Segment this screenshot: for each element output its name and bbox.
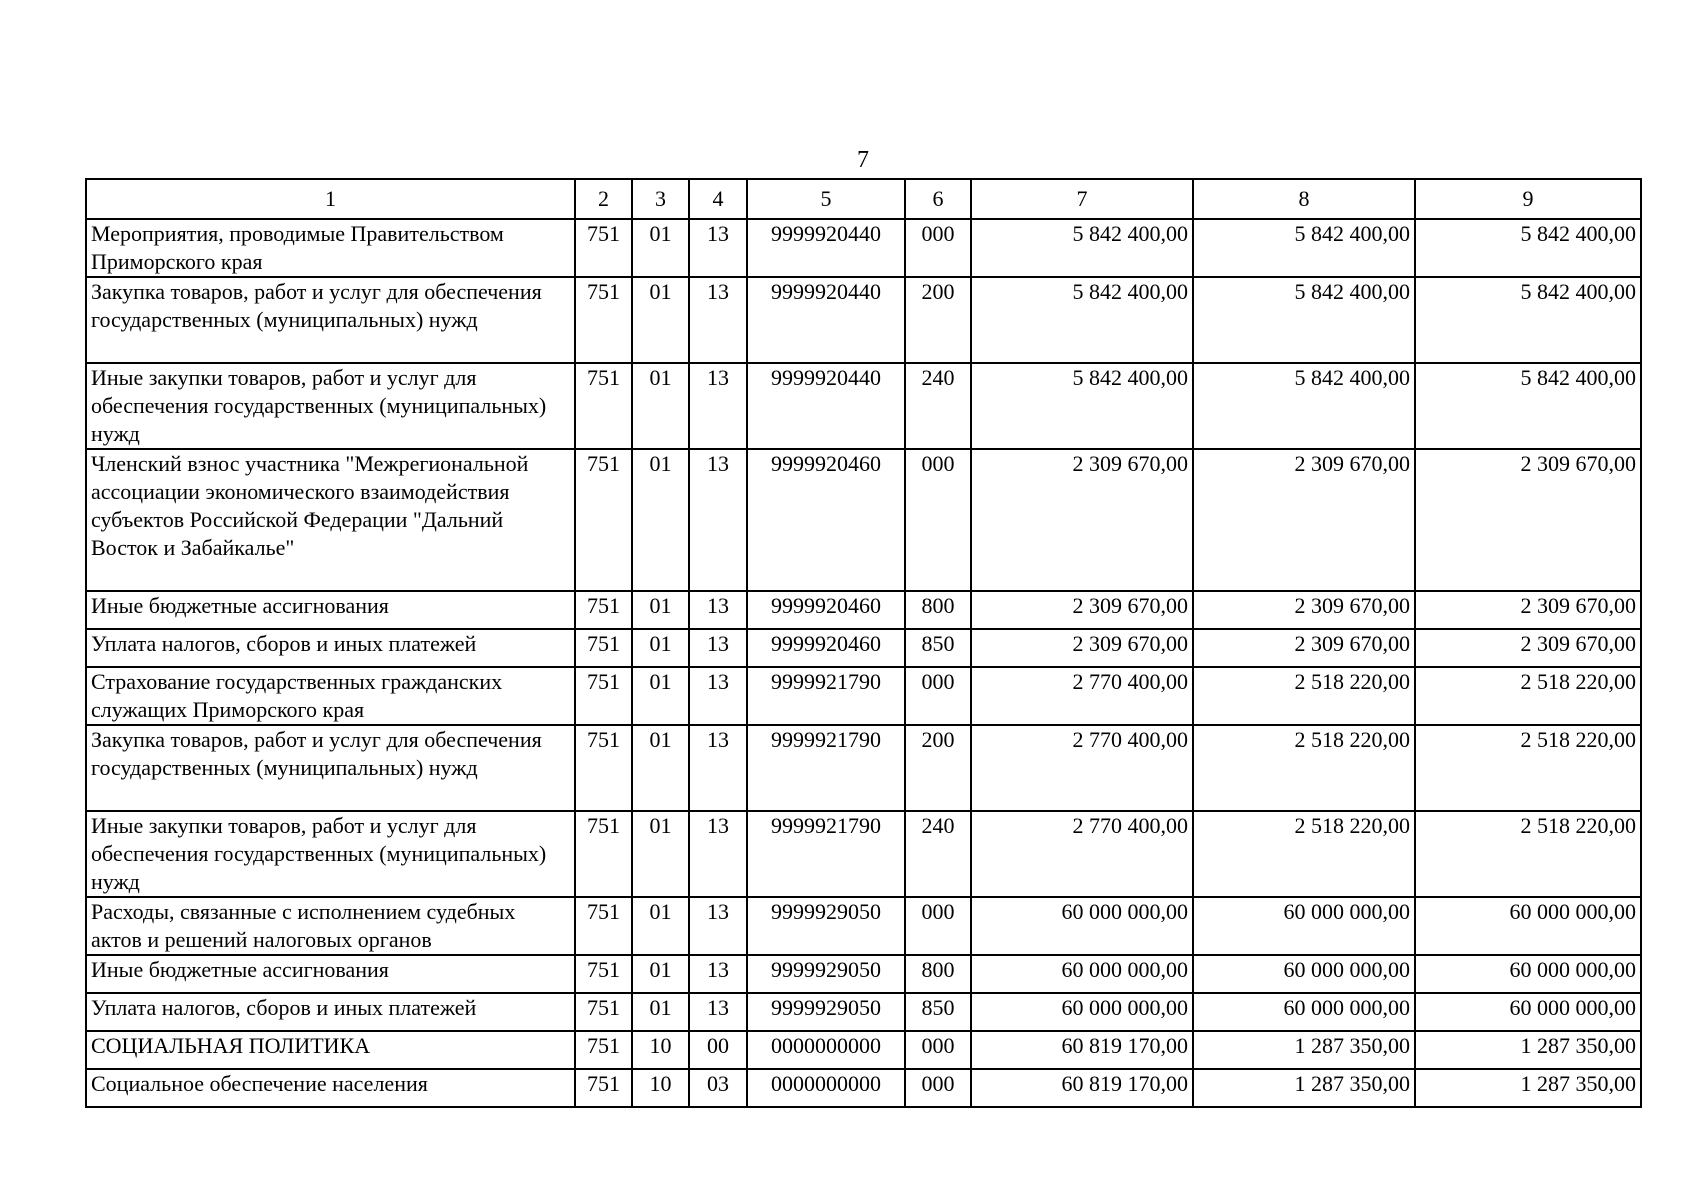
ministry-code: 751: [575, 955, 632, 993]
target-article-code: 9999920460: [747, 449, 905, 591]
expenditure-name: Иные закупки товаров, работ и услуг для обеспечения государственных (муниципальных) нужд: [86, 811, 575, 897]
target-article-code: 9999929050: [747, 955, 905, 993]
amount-col-9: 60 000 000,00: [1415, 897, 1641, 955]
budget-table: [85, 178, 1642, 1108]
amount-col-7: 5 842 400,00: [971, 363, 1193, 449]
ministry-code: 751: [575, 811, 632, 897]
ministry-code: 751: [575, 667, 632, 725]
table-row: [86, 449, 1641, 591]
section-code: 10: [632, 1031, 689, 1069]
expenditure-name: СОЦИАЛЬНАЯ ПОЛИТИКА: [86, 1031, 575, 1069]
expense-type-code: 850: [905, 629, 971, 667]
table-row: [86, 219, 1641, 277]
target-article-code: 9999921790: [747, 667, 905, 725]
subsection-code: 13: [689, 667, 747, 725]
amount-col-8: 2 309 670,00: [1193, 629, 1415, 667]
subsection-code: 13: [689, 449, 747, 591]
ministry-code: 751: [575, 363, 632, 449]
column-header: 7: [971, 179, 1193, 219]
amount-col-9: 1 287 350,00: [1415, 1069, 1641, 1107]
table-body: [86, 219, 1641, 1107]
section-code: 01: [632, 811, 689, 897]
amount-col-7: 60 000 000,00: [971, 955, 1193, 993]
column-header: 5: [747, 179, 905, 219]
amount-col-8: 1 287 350,00: [1193, 1069, 1415, 1107]
column-header: 6: [905, 179, 971, 219]
table-row: [86, 667, 1641, 725]
table-row: [86, 811, 1641, 897]
subsection-code: 13: [689, 277, 747, 363]
expenditure-name: Уплата налогов, сборов и иных платежей: [86, 629, 575, 667]
table-row: [86, 1031, 1641, 1069]
subsection-code: 13: [689, 629, 747, 667]
amount-col-7: 2 770 400,00: [971, 811, 1193, 897]
column-header: 1: [86, 179, 575, 219]
expense-type-code: 240: [905, 811, 971, 897]
table-row: [86, 955, 1641, 993]
table-row: [86, 725, 1641, 811]
section-code: 01: [632, 897, 689, 955]
subsection-code: 13: [689, 363, 747, 449]
section-code: 01: [632, 219, 689, 277]
subsection-code: 13: [689, 219, 747, 277]
target-article-code: 9999929050: [747, 897, 905, 955]
ministry-code: 751: [575, 1031, 632, 1069]
column-header: 4: [689, 179, 747, 219]
section-code: 01: [632, 667, 689, 725]
expense-type-code: 000: [905, 667, 971, 725]
table-row: [86, 897, 1641, 955]
expense-type-code: 000: [905, 897, 971, 955]
amount-col-7: 2 309 670,00: [971, 449, 1193, 591]
section-code: 01: [632, 993, 689, 1031]
table-row: [86, 277, 1641, 363]
expense-type-code: 240: [905, 363, 971, 449]
expense-type-code: 800: [905, 955, 971, 993]
target-article-code: 9999929050: [747, 993, 905, 1031]
target-article-code: 9999920440: [747, 277, 905, 363]
amount-col-7: 2 770 400,00: [971, 667, 1193, 725]
target-article-code: 9999920440: [747, 363, 905, 449]
target-article-code: 9999920460: [747, 591, 905, 629]
amount-col-7: 60 819 170,00: [971, 1069, 1193, 1107]
expense-type-code: 000: [905, 1069, 971, 1107]
target-article-code: 0000000000: [747, 1069, 905, 1107]
amount-col-9: 5 842 400,00: [1415, 219, 1641, 277]
amount-col-9: 60 000 000,00: [1415, 993, 1641, 1031]
amount-col-9: 2 309 670,00: [1415, 591, 1641, 629]
expense-type-code: 200: [905, 725, 971, 811]
amount-col-7: 60 000 000,00: [971, 897, 1193, 955]
amount-col-8: 60 000 000,00: [1193, 955, 1415, 993]
amount-col-8: 2 309 670,00: [1193, 449, 1415, 591]
column-header: 2: [575, 179, 632, 219]
amount-col-9: 2 518 220,00: [1415, 811, 1641, 897]
ministry-code: 751: [575, 449, 632, 591]
table-row: [86, 363, 1641, 449]
target-article-code: 9999920440: [747, 219, 905, 277]
expenditure-name: Мероприятия, проводимые Правительством Приморского края: [86, 219, 575, 277]
expense-type-code: 200: [905, 277, 971, 363]
column-header: 3: [632, 179, 689, 219]
expenditure-name: Иные бюджетные ассигнования: [86, 955, 575, 993]
table-row: [86, 629, 1641, 667]
expenditure-name: Закупка товаров, работ и услуг для обеспечения государственных (муниципальных) нужд: [86, 725, 575, 811]
expenditure-name: Иные бюджетные ассигнования: [86, 591, 575, 629]
amount-col-7: 5 842 400,00: [971, 277, 1193, 363]
amount-col-9: 2 309 670,00: [1415, 449, 1641, 591]
expense-type-code: 800: [905, 591, 971, 629]
subsection-code: 13: [689, 591, 747, 629]
ministry-code: 751: [575, 277, 632, 363]
expense-type-code: 000: [905, 449, 971, 591]
amount-col-8: 5 842 400,00: [1193, 219, 1415, 277]
column-number-row: [86, 179, 1641, 219]
expenditure-name: Социальное обеспечение населения: [86, 1069, 575, 1107]
target-article-code: 0000000000: [747, 1031, 905, 1069]
expenditure-name: Членский взнос участника "Межрегиональной ассоциации экономического взаимодействия субъектов Российской Федерации "Дальний Восток и Забайкалье": [86, 449, 575, 591]
expenditure-name: Иные закупки товаров, работ и услуг для обеспечения государственных (муниципальных) нужд: [86, 363, 575, 449]
section-code: 01: [632, 591, 689, 629]
amount-col-8: 2 518 220,00: [1193, 811, 1415, 897]
amount-col-7: 2 770 400,00: [971, 725, 1193, 811]
expense-type-code: 000: [905, 219, 971, 277]
subsection-code: 13: [689, 993, 747, 1031]
amount-col-7: 2 309 670,00: [971, 629, 1193, 667]
subsection-code: 13: [689, 811, 747, 897]
amount-col-8: 60 000 000,00: [1193, 993, 1415, 1031]
section-code: 01: [632, 277, 689, 363]
section-code: 01: [632, 955, 689, 993]
amount-col-8: 2 518 220,00: [1193, 725, 1415, 811]
expenditure-name: Закупка товаров, работ и услуг для обеспечения государственных (муниципальных) нужд: [86, 277, 575, 363]
amount-col-9: 2 518 220,00: [1415, 725, 1641, 811]
amount-col-8: 60 000 000,00: [1193, 897, 1415, 955]
page-number: 7: [857, 147, 869, 173]
column-header: 8: [1193, 179, 1415, 219]
ministry-code: 751: [575, 993, 632, 1031]
target-article-code: 9999921790: [747, 811, 905, 897]
amount-col-9: 2 309 670,00: [1415, 629, 1641, 667]
ministry-code: 751: [575, 591, 632, 629]
subsection-code: 00: [689, 1031, 747, 1069]
amount-col-9: 60 000 000,00: [1415, 955, 1641, 993]
ministry-code: 751: [575, 725, 632, 811]
table-row: [86, 993, 1641, 1031]
subsection-code: 13: [689, 955, 747, 993]
target-article-code: 9999921790: [747, 725, 905, 811]
table-row: [86, 1069, 1641, 1107]
amount-col-9: 1 287 350,00: [1415, 1031, 1641, 1069]
amount-col-7: 5 842 400,00: [971, 219, 1193, 277]
amount-col-9: 5 842 400,00: [1415, 363, 1641, 449]
section-code: 01: [632, 629, 689, 667]
ministry-code: 751: [575, 897, 632, 955]
amount-col-7: 2 309 670,00: [971, 591, 1193, 629]
section-code: 01: [632, 449, 689, 591]
ministry-code: 751: [575, 1069, 632, 1107]
column-header: 9: [1415, 179, 1641, 219]
expense-type-code: 850: [905, 993, 971, 1031]
amount-col-8: 2 518 220,00: [1193, 667, 1415, 725]
amount-col-9: 5 842 400,00: [1415, 277, 1641, 363]
amount-col-8: 5 842 400,00: [1193, 363, 1415, 449]
section-code: 01: [632, 363, 689, 449]
amount-col-8: 5 842 400,00: [1193, 277, 1415, 363]
expense-type-code: 000: [905, 1031, 971, 1069]
subsection-code: 13: [689, 897, 747, 955]
section-code: 10: [632, 1069, 689, 1107]
ministry-code: 751: [575, 219, 632, 277]
amount-col-8: 2 309 670,00: [1193, 591, 1415, 629]
subsection-code: 03: [689, 1069, 747, 1107]
amount-col-9: 2 518 220,00: [1415, 667, 1641, 725]
amount-col-8: 1 287 350,00: [1193, 1031, 1415, 1069]
amount-col-7: 60 819 170,00: [971, 1031, 1193, 1069]
expenditure-name: Уплата налогов, сборов и иных платежей: [86, 993, 575, 1031]
amount-col-7: 60 000 000,00: [971, 993, 1193, 1031]
expenditure-name: Расходы, связанные с исполнением судебных актов и решений налоговых органов: [86, 897, 575, 955]
target-article-code: 9999920460: [747, 629, 905, 667]
ministry-code: 751: [575, 629, 632, 667]
section-code: 01: [632, 725, 689, 811]
table-row: [86, 591, 1641, 629]
expenditure-name: Страхование государственных гражданских служащих Приморского края: [86, 667, 575, 725]
subsection-code: 13: [689, 725, 747, 811]
